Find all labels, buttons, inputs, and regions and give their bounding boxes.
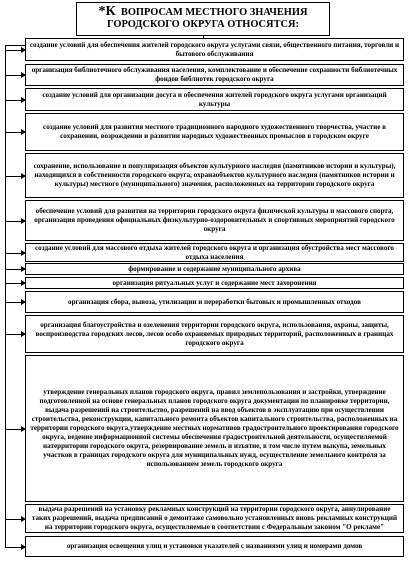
item-box-7 xyxy=(25,243,404,262)
arrow-7 xyxy=(6,253,23,254)
arrow-3 xyxy=(6,100,23,101)
item-text-7: создание условий для массового отдыха жителей городского округа и организация обустройства мест массового отдыха населения xyxy=(35,243,394,261)
arrow-5 xyxy=(6,176,23,177)
arrow-10 xyxy=(6,302,23,303)
item-text-10: организация сбора, вывоза, утилизации и переработки бытовых и промышленных отходов xyxy=(68,297,361,306)
arrow-13 xyxy=(6,519,23,520)
arrow-12 xyxy=(6,429,23,430)
item-box-12 xyxy=(25,355,404,502)
item-text-12: утверждение генеральных планов городского округа, правил землепользования и застройки, утверждение подготовленной на основе генеральных планов городского округа документации по планировке территории, выдача разрешений на строительство, разрешений на ввод объектов в эксплуатацию при осуществлении строительства, реконструкции, капитального ремонта объектов капитального строительства, расположенных на территории городского округа,утверждение местных нормативов градостроительного проектирования городского округа, ведение информационной системы обеспечения градостроительной деятельности, осуществляемой натерритории городского округа, резервирование земель и изъятие, в том числе путем выкупа, земельных участков в границах городского округа для муниципальных нужд, осуществление земельного контроля за использованием земель городского округа xyxy=(30,388,399,468)
item-box-2 xyxy=(25,64,404,86)
item-text-3: создание условий для организации досуга и обеспечения жителей городского округа услугами организаций культуры xyxy=(42,90,387,108)
item-text-5: сохранение, использование и популяризация объектов культурного наследия (памятников истории и культуры), находящихся в собственности городского округа, охранаобъектов культурного наследия (памятников истории и культуры) местного (муниципального) значения, расположенных на территории городского округа xyxy=(33,162,396,188)
item-text-13: выдача разрешений на установку рекламных конструкций на территории городского округа, аннулирование таких разрешений, выдача предписаний о демонтаже самовольно установленных вновь рекламных конструкций на территории городского округа, осуществляемые в соответствии с Федеральным законом "О рекламе" xyxy=(31,505,398,531)
arrow-1 xyxy=(6,50,23,51)
item-box-8 xyxy=(25,263,404,275)
item-text-2: организация библиотечного обслуживания населения, комплектование и обеспечение сохранности библиотечных фондов библиотек городского округа xyxy=(31,66,398,83)
title-prefix: *К xyxy=(98,4,116,19)
item-text-14: организация освещения улиц и установки указателей с названиями улиц и номерами домов xyxy=(66,542,363,550)
connector-spine xyxy=(5,45,6,548)
item-box-14 xyxy=(25,536,404,557)
item-box-11 xyxy=(25,315,404,353)
arrow-14 xyxy=(6,547,23,548)
item-text-4: создание условий для развития местного традиционного народного художественного творчества, участие в сохранении, возрождении и развитии народных художественных промыслов в городском округе xyxy=(43,123,386,140)
item-box-4 xyxy=(25,113,404,151)
item-text-11: организация благоустройства и озеленения территории городского округа, использования, охраны, защиты, воспроизводства городских лесов, лесов особо охраняемых природных территорий, расположенных в границах городского округа xyxy=(35,320,394,347)
item-box-1 xyxy=(25,38,404,61)
item-box-13 xyxy=(25,504,404,533)
arrow-4 xyxy=(6,132,23,133)
arrow-8 xyxy=(6,269,23,270)
item-box-3 xyxy=(25,88,404,111)
item-box-5 xyxy=(25,153,404,198)
arrow-11 xyxy=(6,334,23,335)
item-text-6: обеспечение условий для развития на территории городского округа физической культуры и массового спорта, организация проведения официальных физкультурно-оздоровительных и спортивных мероприятий городского округа xyxy=(34,207,395,233)
title-line-2: ГОРОДСКОГО ОКРУГА ОТНОСЯТСЯ: xyxy=(107,19,299,30)
item-box-10 xyxy=(25,291,404,313)
item-text-1: создание условий для обеспечения жителей городского округа услугами связи, общественного питания, торговли и бытового обслуживания xyxy=(29,40,400,58)
arrow-9 xyxy=(6,283,23,284)
diagram-title xyxy=(76,2,330,36)
arrow-6 xyxy=(6,221,23,222)
title-line-1: ВОПРОСАМ МЕСТНОГО ЗНАЧЕНИЯ xyxy=(120,7,308,18)
item-text-8: формирование и содержание муниципального архива xyxy=(128,264,301,273)
arrow-2 xyxy=(6,75,23,76)
item-text-9: организация ритуальных услуг и содержание мест захоронения xyxy=(112,278,317,287)
item-box-6 xyxy=(25,200,404,241)
item-box-9 xyxy=(25,277,404,289)
